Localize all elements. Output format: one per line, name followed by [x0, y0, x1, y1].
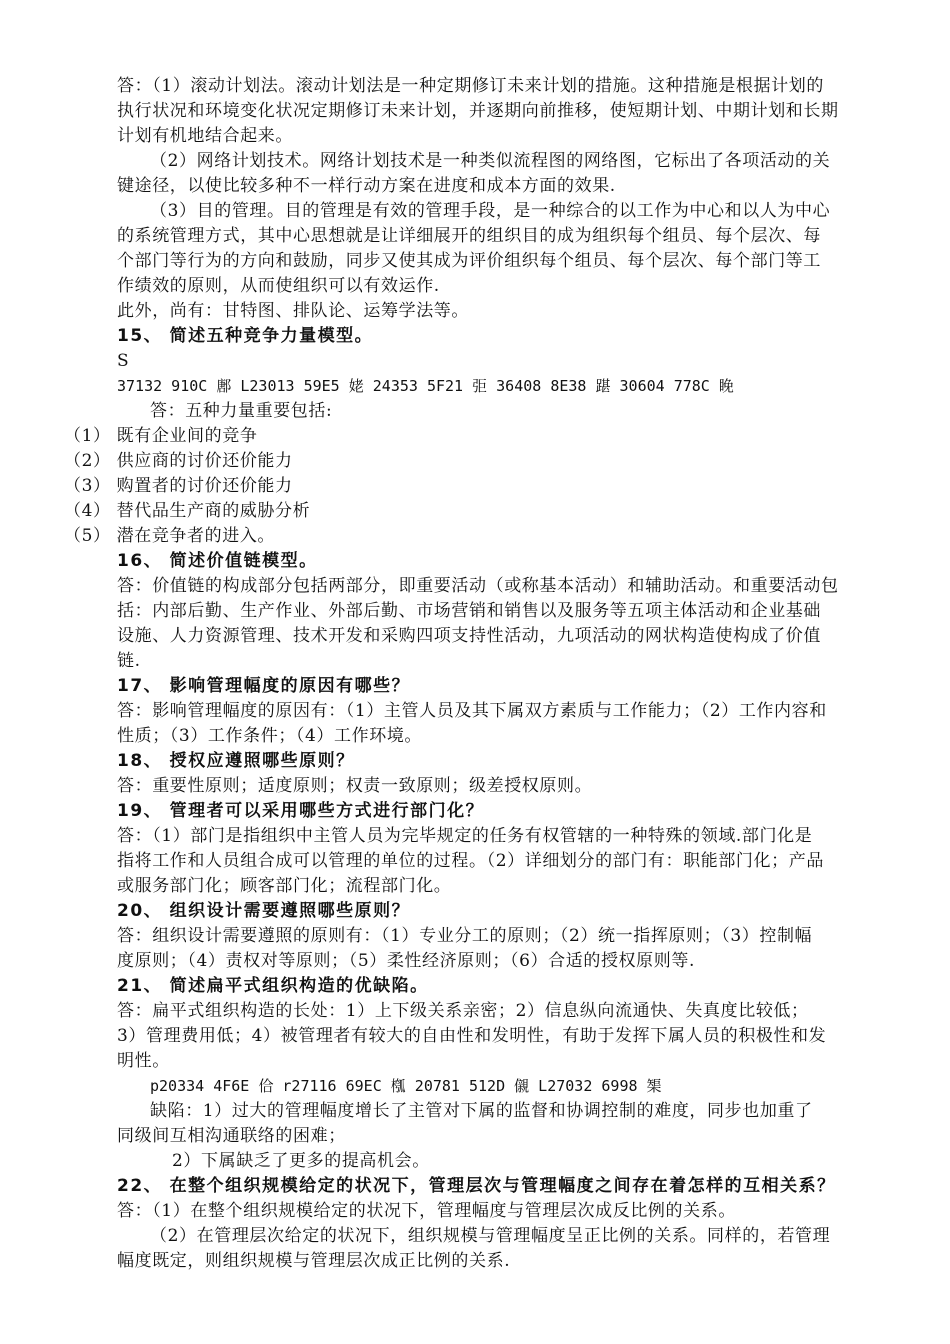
text-line: 缺陷：1）过大的管理幅度增长了主管对下属的监督和协调控制的难度，同步也加重了 — [150, 1101, 813, 1121]
text-line: 作绩效的原则，从而使组织可以有效运作. — [117, 276, 440, 296]
question-heading: 16、 简述价值链模型。 — [117, 551, 318, 571]
text-line: 答：价值链的构成部分包括两部分，即重要活动（或称基本活动）和辅助活动。和重要活动包 — [117, 576, 839, 596]
text-line: 答：重要性原则；适度原则；权责一致原则；级差授权原则。 — [117, 776, 593, 796]
list-item: （2） 供应商的讨价还价能力 — [64, 451, 293, 471]
text-line: 答：（1）滚动计划法。滚动计划法是一种定期修订未来计划的措施。这种措施是根据计划的 — [117, 76, 824, 96]
list-item: （1） 既有企业间的竞争 — [64, 426, 258, 446]
question-heading: 17、 影响管理幅度的原因有哪些？ — [117, 676, 411, 696]
question-heading: 22、 在整个组织规模给定的状况下，管理层次与管理幅度之间存在着怎样的互相关系？ — [117, 1176, 836, 1196]
text-line: 幅度既定，则组织规模与管理层次成正比例的关系. — [117, 1251, 511, 1271]
text-line: （2）网络计划技术。网络计划技术是一种类似流程图的网络图，它标出了各项活动的关 — [150, 151, 831, 171]
text-line: 链. — [117, 651, 141, 671]
list-item: （3） 购置者的讨价还价能力 — [64, 476, 293, 496]
code-line: 37132 910C 鄌 L23013 59E5 姥 24353 5F21 弡 36408 8E38 踸 30604 778C 睌 — [117, 377, 734, 395]
text-line: 或服务部门化；顾客部门化；流程部门化。 — [117, 876, 452, 896]
text-line: 括：内部后勤、生产作业、外部后勤、市场营销和销售以及服务等五项主体活动和企业基础 — [117, 601, 821, 621]
question-heading: 18、 授权应遵照哪些原则？ — [117, 751, 355, 771]
text-line: 答：五种力量重要包括: — [150, 401, 333, 421]
text-line: 键途径，以使比较多种不一样行动方案在进度和成本方面的效果. — [117, 176, 616, 196]
text-line: 指将工作和人员组合成可以管理的单位的过程。（2）详细划分的部门有：职能部门化；产品 — [117, 851, 824, 871]
text-line: 明性。 — [117, 1051, 170, 1071]
text-line: （2）在管理层次给定的状况下，组织规模与管理幅度呈正比例的关系。同样的，若管理 — [150, 1226, 831, 1246]
question-heading: 21、 简述扁平式组织构造的优缺陷。 — [117, 976, 429, 996]
text-line: 3）管理费用低；4）被管理者有较大的自由性和发明性，有助于发挥下属人员的积极性和发 — [117, 1026, 827, 1046]
text-line: （3）目的管理。目的管理是有效的管理手段，是一种综合的以工作为中心和以人为中心 — [150, 201, 831, 221]
text-line: 2）下属缺乏了更多的提高机会。 — [172, 1151, 430, 1171]
text-line: 计划有机地结合起来。 — [117, 126, 293, 146]
text-line: 性质；（3）工作条件；（4）工作环境。 — [117, 726, 423, 746]
text-line: 答：（1）在整个组织规模给定的状况下，管理幅度与管理层次成反比例的关系。 — [117, 1201, 736, 1221]
text-line: 答：组织设计需要遵照的原则有：（1）专业分工的原则；（2）统一指挥原则；（3）控制幅 — [117, 926, 813, 946]
text-line: 此外，尚有：甘特图、排队论、运筹学法等。 — [117, 301, 469, 321]
code-line: p20334 4F6E 佮 r27116 69EC 槬 20781 512D 儭 L27032 6998 榘 — [150, 1077, 662, 1095]
text-line: S — [117, 351, 130, 371]
list-item: （5） 潜在竞争者的进入。 — [64, 526, 276, 546]
text-line: 答：扁平式组织构造的长处：1）上下级关系亲密；2）信息纵向流通快、失真度比较低； — [117, 1001, 809, 1021]
text-line: 度原则；（4）责权对等原则；（5）柔性经济原则；（6）合适的授权原则等. — [117, 951, 695, 971]
text-line: 执行状况和环境变化状况定期修订未来计划，并逐期向前推移，使短期计划、中期计划和长期 — [117, 101, 839, 121]
text-line: 个部门等行为的方向和鼓励，同步又使其成为评价组织每个组员、每个层次、每个部门等工 — [117, 251, 821, 271]
question-heading: 15、 简述五种竞争力量模型。 — [117, 326, 374, 346]
text-line: 的系统管理方式，其中心思想就是让详细展开的组织目的成为组织每个组员、每个层次、每 — [117, 226, 821, 246]
question-heading: 20、 组织设计需要遵照哪些原则？ — [117, 901, 411, 921]
text-line: 设施、人力资源管理、技术开发和采购四项支持性活动，九项活动的网状构造使构成了价值 — [117, 626, 821, 646]
question-heading: 19、 管理者可以采用哪些方式进行部门化？ — [117, 801, 485, 821]
text-line: 答：（1）部门是指组织中主管人员为完毕规定的任务有权管辖的一种特殊的领域.部门化是 — [117, 826, 813, 846]
list-item: （4） 替代品生产商的威胁分析 — [64, 501, 311, 521]
text-line: 同级间互相沟通联络的困难； — [117, 1126, 346, 1146]
text-line: 答：影响管理幅度的原因有：（1）主管人员及其下属双方素质与工作能力；（2）工作内容和 — [117, 701, 827, 721]
